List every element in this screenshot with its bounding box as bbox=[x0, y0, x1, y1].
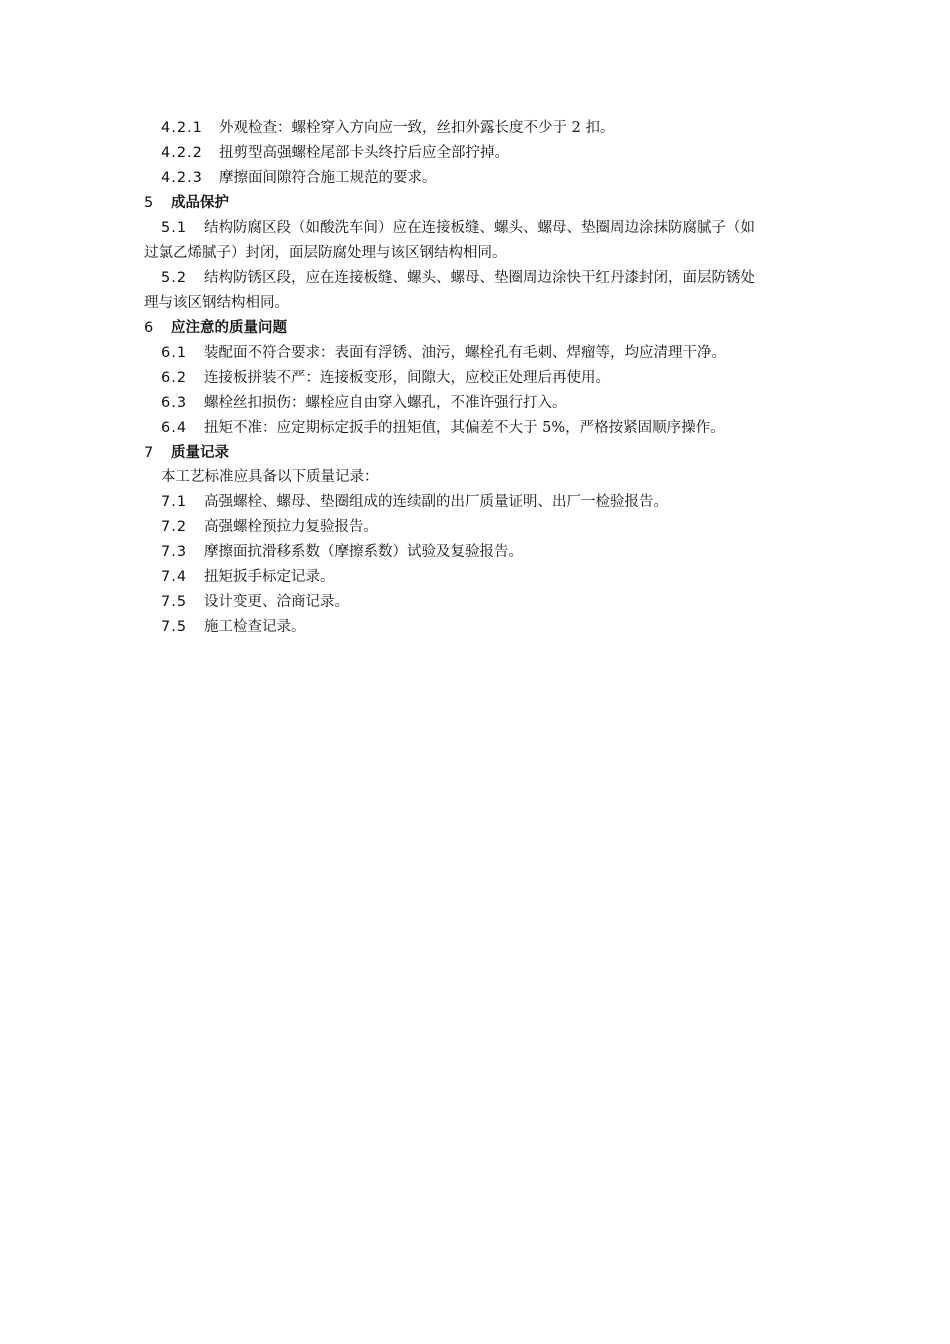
item-number: 6.2 bbox=[161, 370, 188, 386]
item-number: 4.2.3 bbox=[161, 170, 203, 186]
item-text: 扭剪型高强螺栓尾部卡头终拧后应全部拧掉。 bbox=[219, 145, 509, 161]
item-number: 7.2 bbox=[161, 519, 188, 535]
list-item bbox=[161, 393, 567, 413]
item-number: 7.3 bbox=[161, 544, 188, 560]
item-number: 7.1 bbox=[161, 494, 188, 510]
item-text: 施工检查记录。 bbox=[204, 619, 306, 635]
list-item bbox=[161, 542, 523, 562]
item-number: 7.5 bbox=[161, 594, 188, 610]
item-text: 摩擦面间隙符合施工规范的要求。 bbox=[219, 170, 437, 186]
item-text: 结构防锈区段，应在连接板缝、螺头、螺母、垫圈周边涂快干红丹漆封闭，面层防锈处 bbox=[204, 270, 755, 286]
section-heading bbox=[144, 318, 287, 338]
list-item bbox=[161, 492, 668, 512]
item-text: 扭矩扳手标定记录。 bbox=[204, 569, 335, 585]
list-item bbox=[161, 168, 437, 188]
item-text: 结构防腐区段（如酸洗车间）应在连接板缝、螺头、螺母、垫圈周边涂抹防腐腻子（如 bbox=[204, 220, 755, 236]
item-continuation: 过氯乙烯腻子）封闭，面层防腐处理与该区钢结构相同。 bbox=[144, 245, 507, 261]
item-number: 6.3 bbox=[161, 395, 188, 411]
list-item bbox=[161, 143, 509, 163]
list-item bbox=[161, 567, 335, 587]
section-number: 6 bbox=[144, 320, 155, 336]
section-number: 5 bbox=[144, 195, 155, 211]
section-heading bbox=[144, 193, 229, 213]
item-text: 设计变更、洽商记录。 bbox=[204, 594, 349, 610]
item-number: 7.5 bbox=[161, 619, 188, 635]
item-number: 4.2.2 bbox=[161, 145, 203, 161]
list-item bbox=[161, 592, 349, 612]
section-title: 应注意的质量问题 bbox=[171, 320, 287, 336]
item-number: 6.1 bbox=[161, 345, 188, 361]
item-text: 高强螺栓预拉力复验报告。 bbox=[204, 519, 378, 535]
item-number: 7.4 bbox=[161, 569, 188, 585]
list-item bbox=[161, 368, 610, 388]
item-continuation: 理与该区钢结构相同。 bbox=[144, 295, 289, 311]
section-number: 7 bbox=[144, 445, 155, 461]
item-number: 6.4 bbox=[161, 420, 188, 436]
list-item bbox=[161, 617, 306, 637]
section-intro: 本工艺标准应具备以下质量记录： bbox=[161, 469, 379, 485]
section-title: 成品保护 bbox=[171, 195, 229, 211]
item-text: 摩擦面抗滑移系数（摩擦系数）试验及复验报告。 bbox=[204, 544, 523, 560]
list-item bbox=[161, 343, 726, 363]
item-number: 5.2 bbox=[161, 270, 188, 286]
section-title: 质量记录 bbox=[171, 445, 229, 461]
list-item bbox=[161, 268, 755, 288]
list-item bbox=[161, 517, 378, 537]
item-text: 高强螺栓、螺母、垫圈组成的连续副的出厂质量证明、出厂一检验报告。 bbox=[204, 494, 668, 510]
item-text: 螺栓丝扣损伤：螺栓应自由穿入螺孔，不准许强行打入。 bbox=[204, 395, 567, 411]
item-number: 5.1 bbox=[161, 220, 188, 236]
list-item bbox=[161, 218, 755, 238]
item-number: 4.2.1 bbox=[161, 120, 203, 136]
section-heading bbox=[144, 443, 229, 463]
item-text: 外观检查：螺栓穿入方向应一致，丝扣外露长度不少于 2 扣。 bbox=[219, 120, 615, 136]
item-text: 连接板拼装不严：连接板变形，间隙大，应校正处理后再使用。 bbox=[204, 370, 610, 386]
list-item bbox=[161, 118, 614, 138]
list-item bbox=[161, 418, 725, 438]
item-text: 装配面不符合要求：表面有浮锈、油污，螺栓孔有毛刺、焊瘤等，均应清理干净。 bbox=[204, 345, 726, 361]
item-text: 扭矩不准：应定期标定扳手的扭矩值，其偏差不大于 5%，严格按紧固顺序操作。 bbox=[204, 420, 725, 436]
